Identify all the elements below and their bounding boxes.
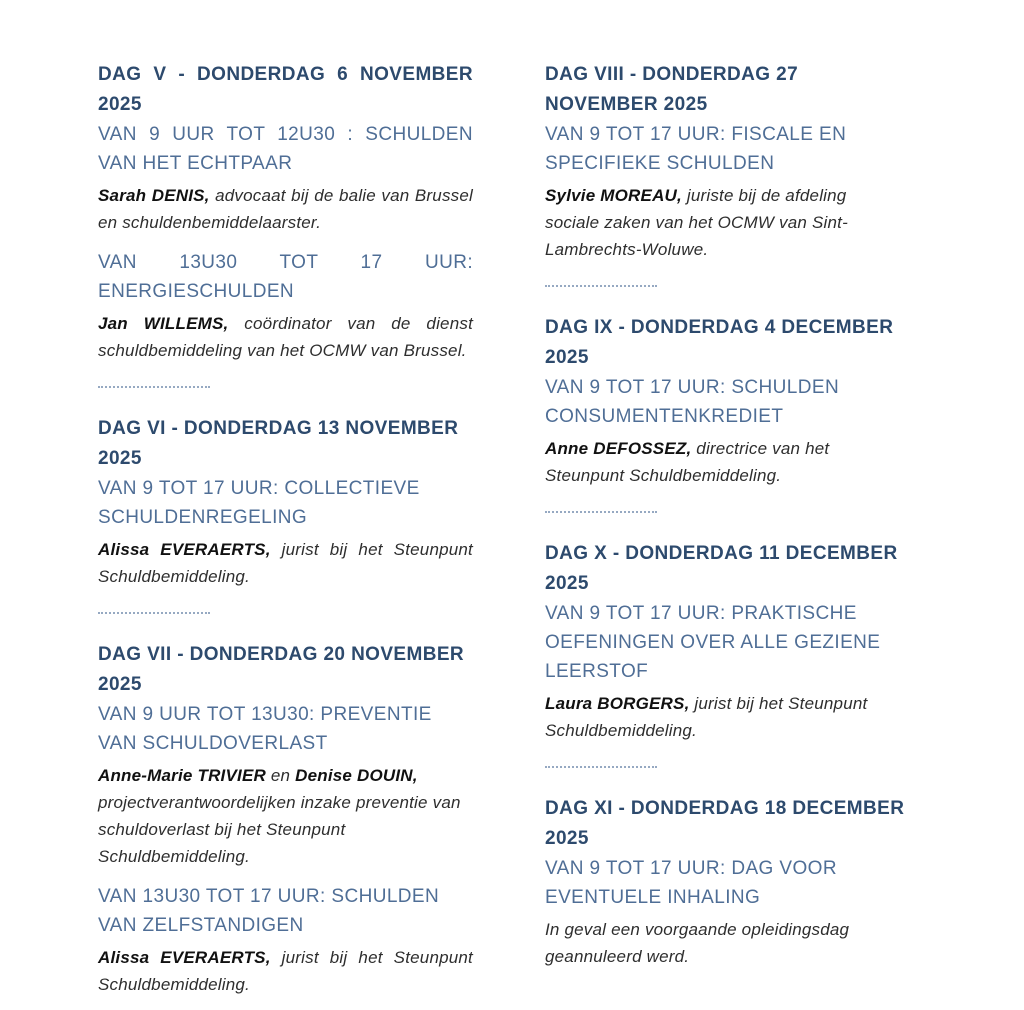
speaker-paragraph — [98, 762, 473, 870]
dotted-divider — [98, 386, 210, 388]
speaker-name: Alissa EVERAERTS, — [98, 948, 271, 967]
session-time-topic — [545, 120, 905, 178]
speaker-paragraph — [98, 310, 473, 364]
speaker-name: Laura BORGERS, — [545, 694, 690, 713]
day-section — [545, 60, 905, 287]
text-segment: VAN 9 TOT 17 UUR: SCHULDEN CONSUMENTENKREDIET — [545, 377, 840, 427]
text-segment: VAN 9 UUR TOT 12U30 : SCHULDEN VAN HET ECHTPAAR — [98, 124, 473, 174]
text-segment: juriste bij de afdeling sociale zaken van het OCMW van Sint-Lambrechts-Woluwe. — [545, 186, 848, 259]
text-segment: VAN 9 TOT 17 UUR: PRAKTISCHE OEFENINGEN OVER ALLE GEZIENE LEERSTOF — [545, 603, 881, 682]
speaker-paragraph — [98, 536, 473, 590]
day-section — [98, 640, 473, 998]
session-time-topic — [98, 882, 473, 940]
right-column — [545, 60, 905, 982]
dotted-divider — [545, 766, 657, 768]
speaker-name: Anne-Marie TRIVIER — [98, 766, 266, 785]
day-heading: DAG XI - DONDERDAG 18 DECEMBER 2025 — [545, 798, 905, 849]
dotted-divider — [545, 511, 657, 513]
text-segment: VAN 9 UUR TOT 13U30: PREVENTIE VAN SCHULDOVERLAST — [98, 704, 432, 754]
speaker-paragraph — [545, 690, 905, 744]
day-section — [545, 794, 905, 970]
speaker-paragraph — [545, 435, 905, 489]
speaker-name: Sarah DENIS, — [98, 186, 210, 205]
day-heading: DAG VII - DONDERDAG 20 NOVEMBER 2025 — [98, 644, 465, 695]
text-segment: projectverantwoordelijken inzake preventie van schuldoverlast bij het Steunpunt Schuldbemiddeling. — [98, 793, 461, 866]
speaker-name: Sylvie MOREAU, — [545, 186, 682, 205]
text-segment: VAN 9 TOT 17 UUR: FISCALE EN SPECIFIEKE SCHULDEN — [545, 124, 847, 174]
text-segment: VAN 13U30 TOT 17 UUR: ENERGIESCHULDEN — [98, 252, 473, 302]
speaker-name: Alissa EVERAERTS, — [98, 540, 271, 559]
day-section — [545, 313, 905, 513]
text-segment: coördinator van de dienst schuldbemiddeling van het OCMW van Brussel. — [98, 314, 473, 360]
text-segment: VAN 9 TOT 17 UUR: DAG VOOR EVENTUELE INHALING — [545, 858, 837, 908]
dotted-divider — [545, 285, 657, 287]
session-time-topic — [545, 854, 905, 912]
schedule-columns — [98, 60, 1024, 1010]
speaker-paragraph — [98, 944, 473, 998]
text-segment: directrice van het Steunpunt Schuldbemiddeling. — [545, 439, 830, 485]
text-segment: jurist bij het Steunpunt Schuldbemiddeling. — [98, 540, 473, 586]
session-time-topic — [98, 474, 473, 532]
dotted-divider — [98, 612, 210, 614]
speaker-name: Denise DOUIN, — [295, 766, 418, 785]
session-time-topic — [98, 120, 473, 178]
text-segment: jurist bij het Steunpunt Schuldbemiddeling. — [545, 694, 868, 740]
speaker-paragraph — [98, 182, 473, 236]
day-section — [98, 60, 473, 388]
speaker-name: Anne DEFOSSEZ, — [545, 439, 692, 458]
day-heading: DAG VI - DONDERDAG 13 NOVEMBER 2025 — [98, 418, 459, 469]
session-time-topic — [98, 248, 473, 306]
text-segment: VAN 9 TOT 17 UUR: COLLECTIEVE SCHULDENREGELING — [98, 478, 420, 528]
text-segment: advocaat bij de balie van Brussel en schuldenbemiddelaarster. — [98, 186, 473, 232]
session-time-topic — [545, 373, 905, 431]
day-section — [545, 539, 905, 768]
text-segment: In geval een voorgaande opleidingsdag geannuleerd werd. — [545, 920, 850, 966]
text-segment: jurist bij het Steunpunt Schuldbemiddeling. — [98, 948, 473, 994]
speaker-name: Jan WILLEMS, — [98, 314, 229, 333]
day-section — [98, 414, 473, 614]
speaker-paragraph — [545, 916, 905, 970]
session-time-topic — [98, 700, 473, 758]
text-segment: en — [265, 766, 296, 785]
day-heading: DAG V - DONDERDAG 6 NOVEMBER 2025 — [98, 64, 473, 115]
speaker-paragraph — [545, 182, 905, 263]
left-column — [98, 60, 473, 1010]
text-segment: VAN 13U30 TOT 17 UUR: SCHULDEN VAN ZELFSTANDIGEN — [98, 886, 440, 936]
session-time-topic — [545, 599, 905, 686]
day-heading: DAG IX - DONDERDAG 4 DECEMBER 2025 — [545, 317, 894, 368]
day-heading: DAG X - DONDERDAG 11 DECEMBER 2025 — [545, 543, 898, 594]
day-heading: DAG VIII - DONDERDAG 27 NOVEMBER 2025 — [545, 64, 799, 115]
